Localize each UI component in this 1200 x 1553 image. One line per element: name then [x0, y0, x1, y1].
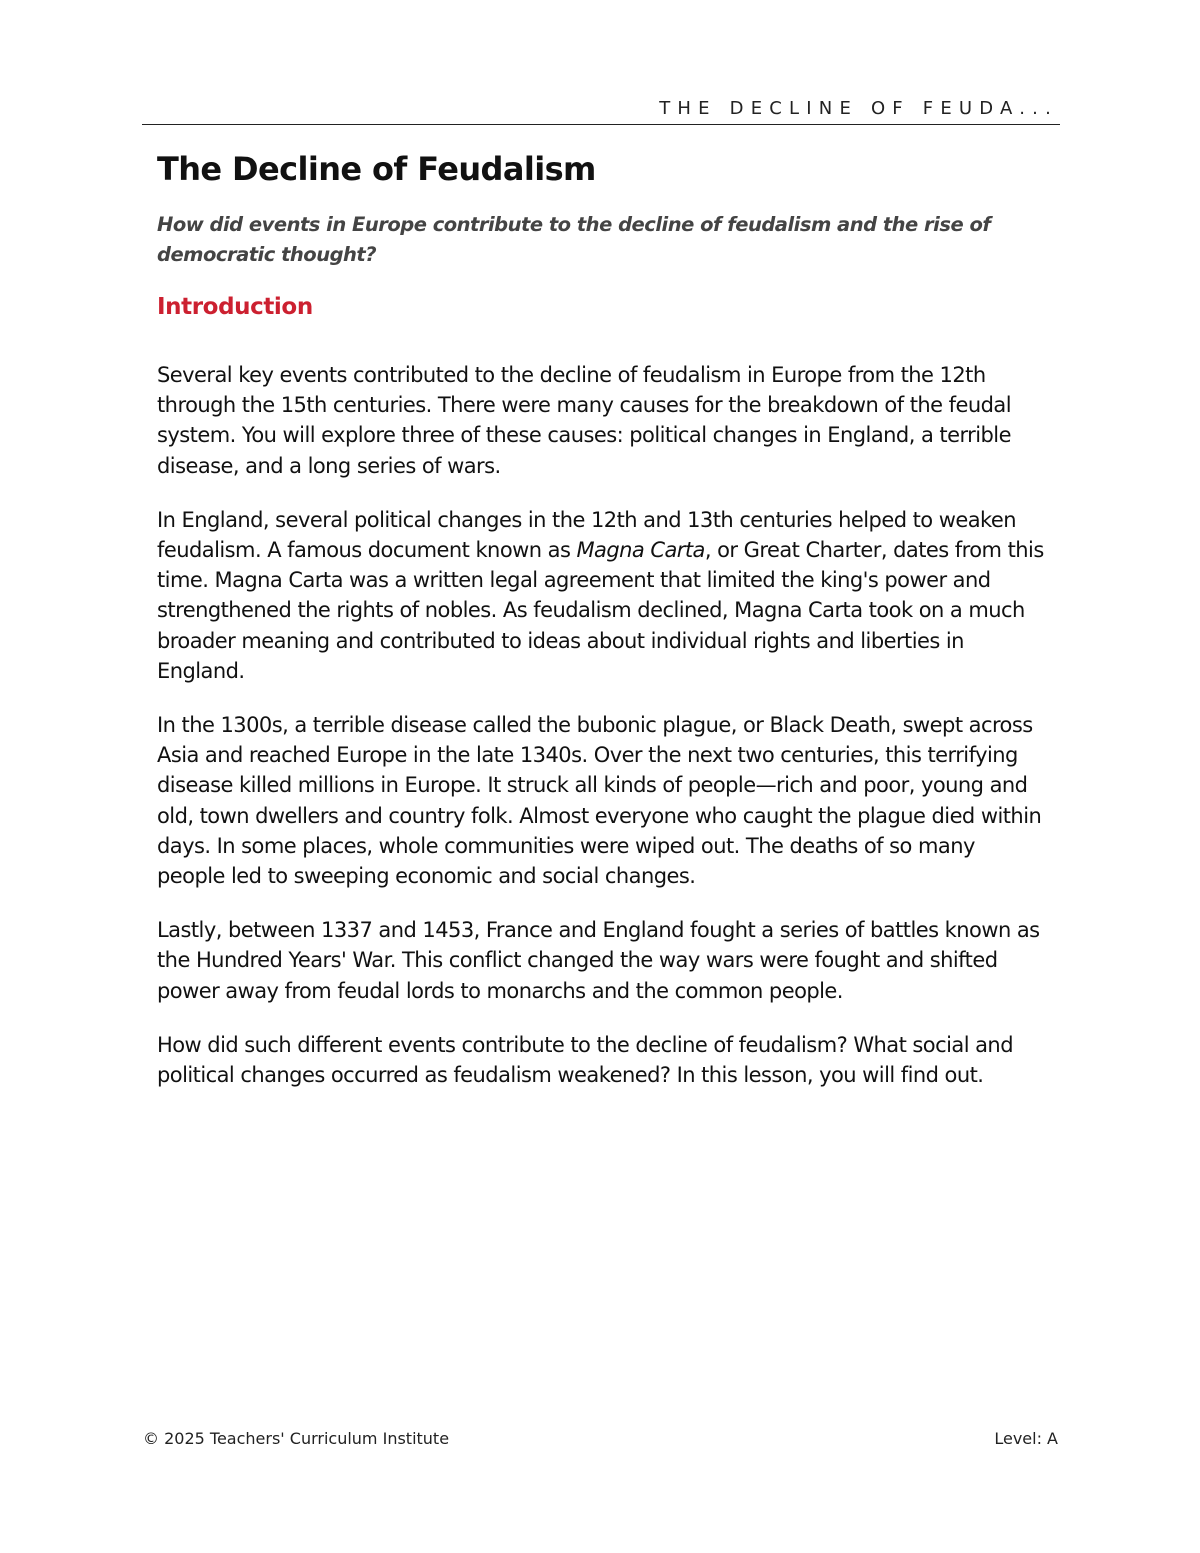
document-body [157, 140, 1047, 1114]
paragraph-black-death: In the 1300s, a terrible disease called the bubonic plague, or Black Death, swept across Asia and reached Europe in the late 1340s. Over the next two centuries, this terrifying disease killed millions in Europe. It struck all kinds of people—rich and poor, young and old, town dwellers and country folk. Almost everyone who caught the plague died within days. In some places, whole communities were wiped out. The deaths of so many people led to sweeping economic and social changes. [157, 713, 1042, 889]
running-header-title: THE DECLINE OF FEUDA... [659, 98, 1058, 119]
essential-question: How did events in Europe contribute to the decline of feudalism and the rise of democratic thought? [157, 213, 991, 266]
footer-level: Level: A [994, 1429, 1058, 1448]
paragraph-text: In England, several political changes in the 12th and 13th centuries helped to weaken feudalism. A famous document known as [157, 507, 1017, 563]
page-title: The Decline of Feudalism [157, 150, 596, 188]
section-heading-introduction: Introduction [157, 294, 313, 320]
paragraph-text: , or Great Charter, dates from this time. Magna Carta was a written legal agreement that limited the king's power and strengthened the rights of nobles. As feudalism declined, Magna Carta took on a much broader meaning and contributed to ideas about individual rights and liberties in England. [157, 538, 1044, 683]
paragraph-overview: Several key events contributed to the decline of feudalism in Europe from the 12th through the 15th centuries. There were many causes for the breakdown of the feudal system. You will explore three of these causes: political changes in England, a terrible disease, and a long series of wars. [157, 363, 1011, 478]
paragraph-hundred-years-war: Lastly, between 1337 and 1453, France and England fought a series of battles known as the Hundred Years' War. This conflict changed the way wars were fought and shifted power away from feudal lords to monarchs and the common people. [157, 918, 1040, 1003]
paragraph-lesson-questions: How did such different events contribute to the decline of feudalism? What social and political changes occurred as feudalism weakened? In this lesson, you will find out. [157, 1032, 1013, 1088]
paragraph-magna-carta [157, 505, 1047, 686]
magna-carta-italic: Magna Carta [576, 538, 705, 563]
footer-copyright: © 2025 Teachers' Curriculum Institute [143, 1429, 450, 1448]
header-divider [142, 124, 1060, 125]
